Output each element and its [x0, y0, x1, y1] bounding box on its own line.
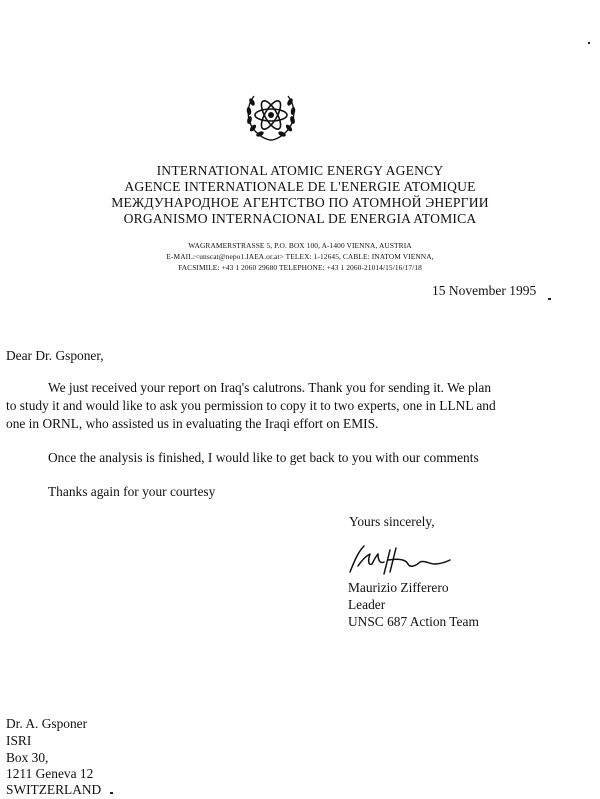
paragraph-1-line-3: one in ORNL, who assisted us in evaluating the Iraqi effort on EMIS.	[6, 416, 379, 431]
scan-speck	[588, 42, 590, 44]
paragraph-1-line-2: to study it and would like to ask you permission to copy it to two experts, one in LLNL and	[6, 398, 496, 413]
un-atom-emblem-icon	[240, 82, 302, 146]
paragraph-2: Once the analysis is finished, I would like to get back to you with our comments	[48, 450, 479, 465]
org-name-english: INTERNATIONAL ATOMIC ENERGY AGENCY	[156, 163, 444, 178]
paragraph-3: Thanks again for your courtesy	[48, 484, 216, 499]
address-line-3: FACSIMILE: +43 1 2060 29680 TELEPHONE: +43 1 2060-21014/15/16/17/18	[178, 263, 422, 272]
recipient-city: 1211 Geneva 12	[6, 766, 94, 781]
scan-speck	[548, 298, 551, 300]
recipient-name: Dr. A. Gsponer	[6, 716, 88, 731]
recipient-org: ISRI	[6, 733, 32, 748]
recipient-country: SWITZERLAND	[6, 782, 102, 797]
address-line-1: WAGRAMERSTRASSE 5, P.O. BOX 100, A-1400 VIENNA, AUSTRIA	[188, 241, 412, 250]
letter-date: 15 November 1995	[432, 283, 537, 298]
scan-speck	[110, 792, 113, 794]
org-name-russian: МЕЖДУНАРОДНОЕ АГЕНТСТВО ПО АТОМНОЙ ЭНЕРГИИ	[111, 195, 489, 210]
signature-image	[344, 542, 454, 578]
signer-title: Leader	[348, 597, 386, 612]
recipient-box: Box 30,	[6, 750, 49, 765]
address-line-2: E-MAIL:<unscat@nepo1.IAEA.or.at> TELEX: 1-12645, CABLE: INATOM VIENNA,	[166, 252, 434, 261]
salutation: Dear Dr. Gsponer,	[6, 348, 104, 363]
signer-team: UNSC 687 Action Team	[348, 614, 479, 629]
closing: Yours sincerely,	[349, 514, 435, 529]
signer-name: Maurizio Zifferero	[348, 580, 449, 595]
org-name-french: AGENCE INTERNATIONALE DE L'ENERGIE ATOMIQUE	[124, 179, 476, 194]
org-name-spanish: ORGANISMO INTERNACIONAL DE ENERGIA ATOMICA	[123, 211, 477, 226]
paragraph-1-line-1: We just received your report on Iraq's calutrons. Thank you for sending it. We plan	[48, 380, 492, 395]
